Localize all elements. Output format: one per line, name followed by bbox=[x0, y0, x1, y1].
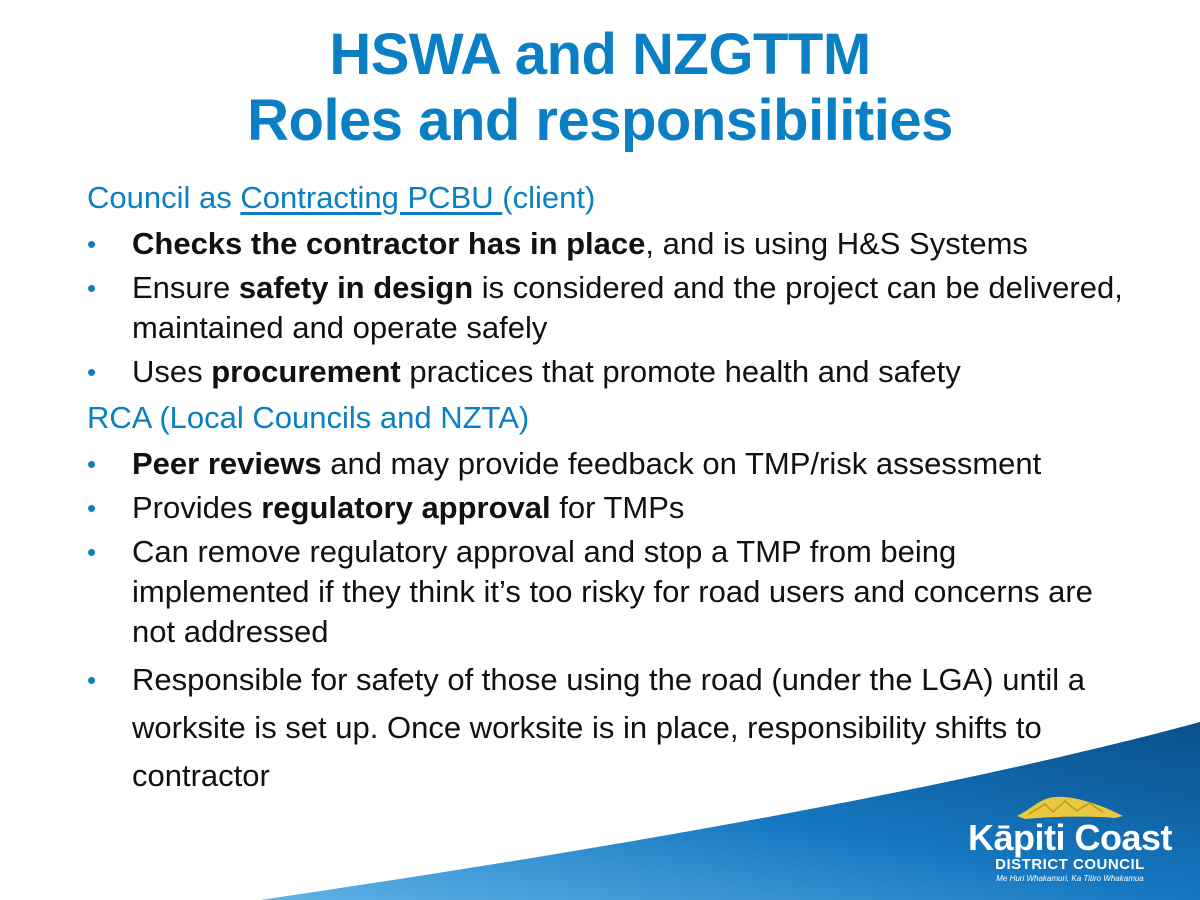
bullet-text: Responsible for safety of those using the road (under the LGA) until a worksite is set up. Once worksite is in place, responsibility shifts to contractor bbox=[132, 662, 1085, 793]
bullet-dot: • bbox=[87, 229, 97, 259]
bullet-bold-text: procurement bbox=[211, 354, 401, 389]
bullet-text: Ensure bbox=[132, 270, 239, 305]
bullet-item bbox=[87, 224, 1127, 264]
bullet-text: for TMPs bbox=[550, 490, 685, 525]
bullet-dot: • bbox=[87, 273, 97, 303]
contracting-pcbu-link[interactable]: Contracting PCBU bbox=[240, 180, 503, 215]
bullet-text: practices that promote health and safety bbox=[400, 354, 961, 389]
heading-suffix: (client) bbox=[502, 180, 596, 215]
slide-title bbox=[0, 22, 1200, 154]
bullet-text: Uses bbox=[132, 354, 212, 389]
bullet-text: , and is using H&S Systems bbox=[645, 226, 1028, 261]
logo-motto: Me Huri Whakamuri, Ka Titiro Whakamua bbox=[996, 874, 1144, 883]
section-heading-council bbox=[87, 176, 1127, 220]
logo-name: Kāpiti Coast bbox=[967, 817, 1173, 858]
bullet-dot: • bbox=[87, 357, 97, 387]
bullet-text: is considered and the project can be delivered, maintained and operate safely bbox=[132, 270, 1123, 345]
title-line-2: Roles and responsibilities bbox=[247, 88, 953, 153]
bullet-dot: • bbox=[87, 493, 97, 523]
kapiti-coast-logo bbox=[955, 790, 1185, 894]
bullet-item bbox=[87, 352, 1127, 392]
bullet-item bbox=[87, 488, 1127, 528]
bullet-bold-text: safety in design bbox=[238, 270, 474, 305]
bullet-item bbox=[87, 532, 1127, 652]
bullet-item bbox=[87, 444, 1127, 484]
bullet-bold-text: Checks the contractor has in place bbox=[132, 226, 646, 261]
slide-body bbox=[87, 176, 1127, 804]
heading-prefix: Council as bbox=[87, 180, 241, 215]
logo-subtitle: DISTRICT COUNCIL bbox=[995, 856, 1145, 873]
bullet-dot: • bbox=[87, 537, 97, 567]
section-heading-rca: RCA (Local Councils and NZTA) bbox=[87, 400, 530, 435]
bullet-text: and may provide feedback on TMP/risk assessment bbox=[321, 446, 1042, 481]
bullet-item bbox=[87, 656, 1127, 800]
bullet-dot: • bbox=[87, 449, 97, 479]
bullet-bold-text: Peer reviews bbox=[132, 446, 322, 481]
bullet-text: Provides bbox=[132, 490, 262, 525]
bullet-text: Can remove regulatory approval and stop a TMP from being implemented if they think it’s too risky for road users and concerns are not addressed bbox=[132, 534, 1093, 649]
title-line-1: HSWA and NZGTTM bbox=[329, 22, 871, 87]
bullet-dot: • bbox=[87, 665, 97, 695]
bullet-item bbox=[87, 268, 1127, 348]
bullet-bold-text: regulatory approval bbox=[261, 490, 551, 525]
